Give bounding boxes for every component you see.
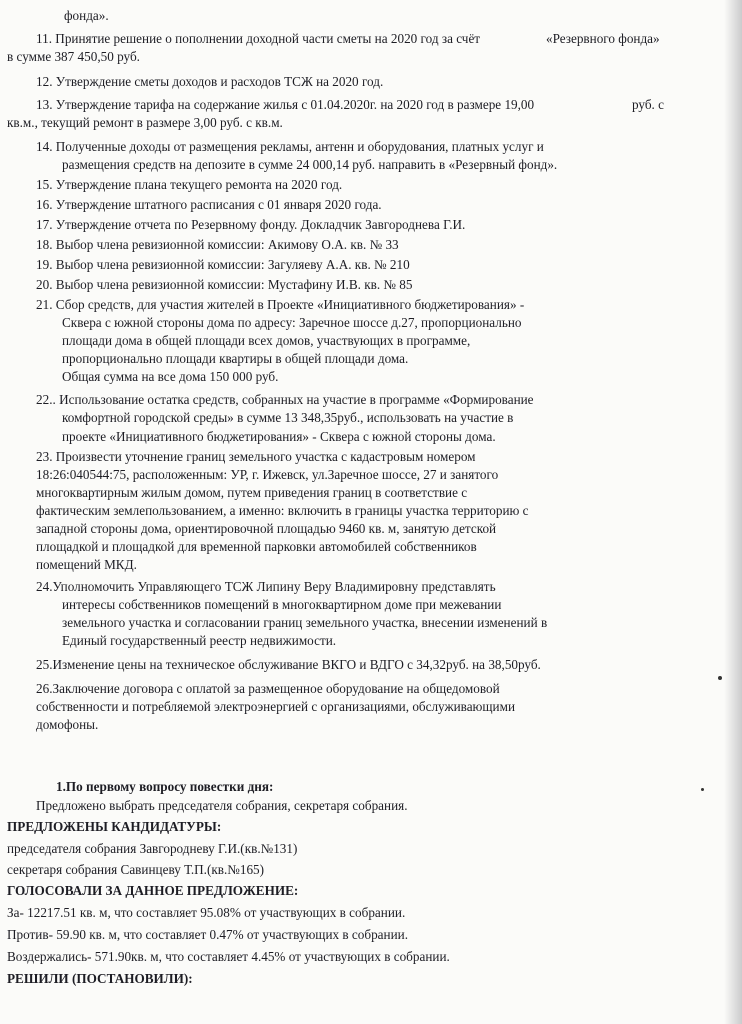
- text-line: земельного участка и согласовании границ земельного участка, внесении изменений в: [62, 615, 548, 630]
- text-line: 18. Выбор члена ревизионной комиссии: Акимову О.А. кв. № 33: [36, 237, 399, 252]
- text-line: кв.м., текущий ремонт в размере 3,00 руб. с кв.м.: [7, 115, 283, 130]
- text-line: 25.Изменение цены на техническое обслуживание ВКГО и ВДГО с 34,32руб. на 38,50руб.: [36, 657, 541, 672]
- text-line: секретаря собрания Савинцеву Т.П.(кв.№165): [7, 862, 265, 877]
- text-line: площади дома в общей площади всех домов, участвующих в программе,: [62, 333, 471, 348]
- text-line: 15. Утверждение плана текущего ремонта на 2020 год.: [36, 177, 343, 192]
- section-heading: ПРЕДЛОЖЕНЫ КАНДИДАТУРЫ:: [7, 819, 222, 834]
- text-line: 16. Утверждение штатного расписания с 01 января 2020 года.: [36, 197, 382, 212]
- text-line: 21. Сбор средств, для участия жителей в Проекте «Инициативного бюджетирования» -: [36, 297, 525, 312]
- section-heading: РЕШИЛИ (ПОСТАНОВИЛИ):: [7, 971, 193, 986]
- text-line: площадкой и площадкой для временной парковки автомобилей собственников: [36, 539, 477, 554]
- text-line: 17. Утверждение отчета по Резервному фонду. Докладчик Завгороднева Г.И.: [36, 217, 466, 232]
- text-line: пропорционально площади квартиры в общей площади дома.: [62, 351, 409, 366]
- text-line: проекте «Инициативного бюджетирования» - Сквера с южной стороны дома.: [62, 429, 496, 444]
- text-line: «Резервного фонда»: [546, 31, 660, 46]
- text-line: фактическим землепользованием, а именно: включить в границы участка территорию с: [36, 503, 529, 518]
- text-line: интересы собственников помещений в многоквартирном доме при межевании: [62, 597, 502, 612]
- text-line: фонда».: [64, 8, 109, 23]
- vote-result-line: За- 12217.51 кв. м, что составляет 95.08% от участвующих в собрании.: [7, 905, 406, 920]
- text-line: 23. Произвести уточнение границ земельного участка с кадастровым номером: [36, 449, 476, 464]
- text-line: руб. с: [632, 97, 664, 112]
- text-line: председателя собрания Завгородневу Г.И.(кв.№131): [7, 841, 298, 856]
- section-heading: 1.По первому вопросу повестки дня:: [56, 779, 274, 794]
- text-line: 12. Утверждение сметы доходов и расходов ТСЖ на 2020 год.: [36, 74, 384, 89]
- text-line: многоквартирным жилым домом, путем приведения границ в соответствие с: [36, 485, 468, 500]
- text-line: Предложено выбрать председателя собрания, секретаря собрания.: [36, 798, 408, 813]
- text-line: 22.. Использование остатка средств, собранных на участие в программе «Формирование: [36, 392, 534, 407]
- text-line: 19. Выбор члена ревизионной комиссии: Загуляеву А.А. кв. № 210: [36, 257, 410, 272]
- text-line: в сумме 387 450,50 руб.: [7, 49, 140, 64]
- text-line: Общая сумма на все дома 150 000 руб.: [62, 369, 279, 384]
- text-line: 20. Выбор члена ревизионной комиссии: Мустафину И.В. кв. № 85: [36, 277, 413, 292]
- text-line: комфортной городской среды» в сумме 13 348,35руб., использовать на участие в: [62, 410, 514, 425]
- text-line: домофоны.: [36, 717, 99, 732]
- text-line: 13. Утверждение тарифа на содержание жилья с 01.04.2020г. на 2020 год в размере 19,00: [36, 97, 535, 112]
- section-heading: ГОЛОСОВАЛИ ЗА ДАННОЕ ПРЕДЛОЖЕНИЕ:: [7, 883, 299, 898]
- text-line: Сквера с южной стороны дома по адресу: Заречное шоссе д.27, пропорционально: [62, 315, 522, 330]
- vote-result-line: Против- 59.90 кв. м, что составляет 0.47% от участвующих в собрании.: [7, 927, 408, 942]
- page-edge-shadow: [724, 0, 742, 1024]
- scan-speck: [701, 788, 704, 791]
- text-line: 14. Полученные доходы от размещения рекламы, антенн и оборудования, платных услуг и: [36, 139, 544, 154]
- text-line: 11. Принятие решение о пополнении доходной части сметы на 2020 год за счёт: [36, 31, 481, 46]
- vote-result-line: Воздержались- 571.90кв. м, что составляет 4.45% от участвующих в собрании.: [7, 949, 450, 964]
- text-line: размещения средств на депозите в сумме 24 000,14 руб. направить в «Резервный фонд».: [62, 157, 558, 172]
- text-line: 26.Заключение договора с оплатой за размещенное оборудование на общедомовой: [36, 681, 500, 696]
- text-line: 18:26:040544:75, расположенным: УР, г. Ижевск, ул.Заречное шоссе, 27 и занятого: [36, 467, 499, 482]
- text-line: Единый государственный реестр недвижимости.: [62, 633, 337, 648]
- scan-speck: [718, 676, 722, 680]
- text-line: собственности и потребляемой электроэнергией с организациями, обслуживающими: [36, 699, 516, 714]
- text-line: западной стороны дома, ориентировочной площадью 9460 кв. м, занятую детской: [36, 521, 497, 536]
- text-line: 24.Уполномочить Управляющего ТСЖ Липину Веру Владимировну представлять: [36, 579, 496, 594]
- text-line: помещений МКД.: [36, 557, 137, 572]
